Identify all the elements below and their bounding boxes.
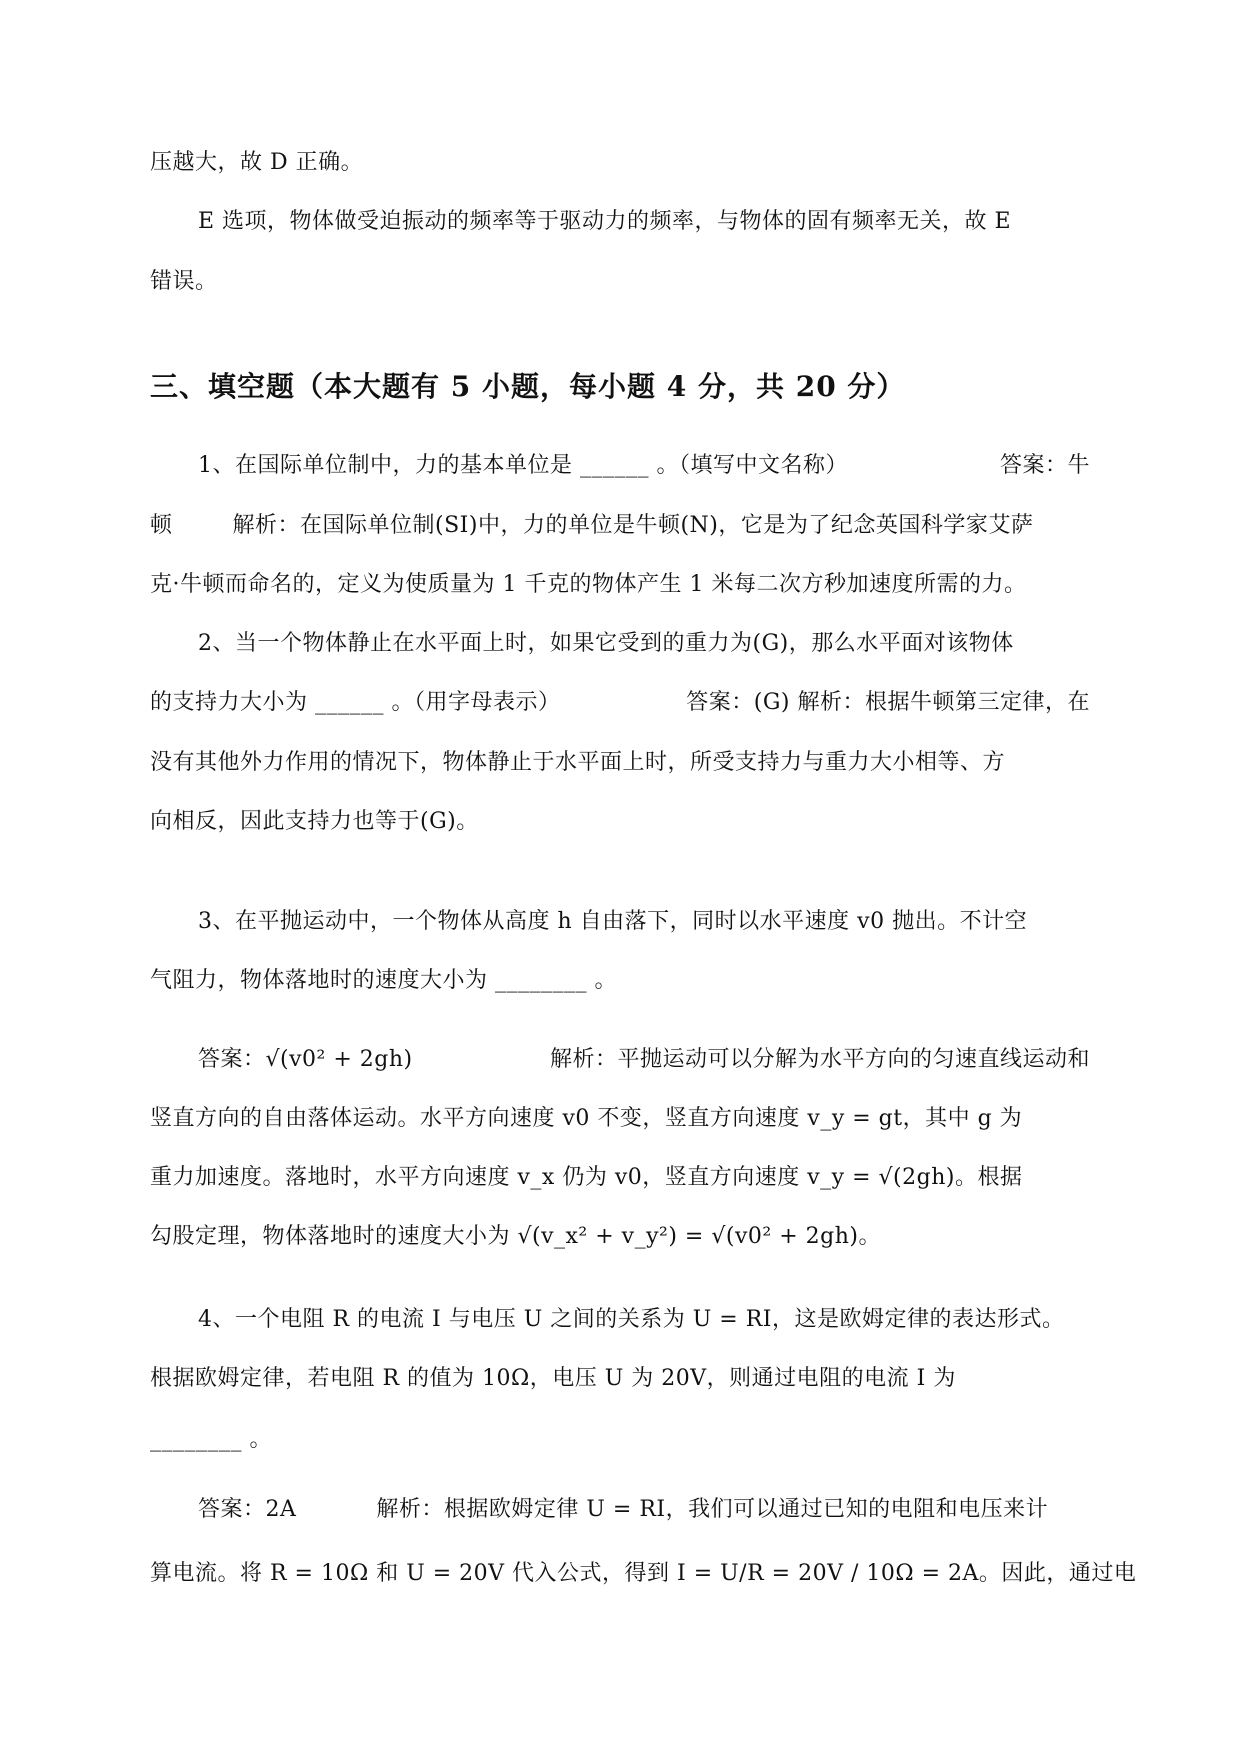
question-3-line-4: 竖直方向的自由落体运动。水平方向速度 v0 不变，竖直方向速度 v_y = gt，其中 g 为 xyxy=(150,1106,1023,1131)
question-3-line-1: 3、在平抛运动中，一个物体从高度 h 自由落下，同时以水平速度 v0 抛出。不计空 xyxy=(198,909,1028,934)
question-4-line-1: 4、一个电阻 R 的电流 I 与电压 U 之间的关系为 U = RI，这是欧姆定律的表达形式。 xyxy=(198,1307,1065,1332)
question-2-line-1: 2、当一个物体静止在水平面上时，如果它受到的重力为(G)，那么水平面对该物体 xyxy=(198,631,1014,656)
question-3-line-6: 勾股定理，物体落地时的速度大小为 √(v_x² + v_y²) = √(v0² + 2gh)。 xyxy=(150,1224,881,1249)
section-heading: 三、填空题（本大题有 5 小题，每小题 4 分，共 20 分） xyxy=(150,370,906,403)
answer-label: 答案：2A xyxy=(198,1497,297,1522)
question-1-line-2 xyxy=(150,511,1090,541)
question-2-line-2 xyxy=(150,688,1090,718)
text-line: E 选项，物体做受迫振动的频率等于驱动力的频率，与物体的固有频率无关，故 E xyxy=(198,209,1012,234)
answer-label: 答案：(G) 解析：根据牛顿第三定律，在 xyxy=(686,690,1090,715)
question-4-line-4 xyxy=(198,1495,1090,1525)
text-segment: 解析：在国际单位制(SI)中，力的单位是牛顿(N)，它是为了纪念英国科学家艾萨 xyxy=(232,513,1034,538)
text-segment: 1、在国际单位制中，力的基本单位是 ______ 。（填写中文名称） xyxy=(198,453,848,478)
text-segment: 解析：平抛运动可以分解为水平方向的匀速直线运动和 xyxy=(549,1047,1090,1072)
question-1-line-3: 克·牛顿而命名的，定义为使质量为 1 千克的物体产生 1 米每二次方秒加速度所需的力。 xyxy=(150,572,1027,597)
question-3-line-2: 气阻力，物体落地时的速度大小为 ________ 。 xyxy=(150,968,617,993)
text-segment: 的支持力大小为 ______ 。（用字母表示） xyxy=(150,690,561,715)
text-segment: 解析：根据欧姆定律 U = RI，我们可以通过已知的电阻和电压来计 xyxy=(376,1497,1049,1522)
question-1-line-1 xyxy=(198,451,1090,481)
question-3-line-5: 重力加速度。落地时，水平方向速度 v_x 仍为 v0，竖直方向速度 v_y = √(2gh)。根据 xyxy=(150,1165,1023,1190)
question-3-line-3 xyxy=(198,1045,1090,1075)
answer-label: 答案：√(v0² + 2gh) xyxy=(198,1047,413,1072)
answer-label: 答案：牛 xyxy=(999,453,1090,478)
question-2-line-4: 向相反，因此支持力也等于(G)。 xyxy=(150,809,479,834)
text-line: 错误。 xyxy=(150,269,218,294)
text-line: 压越大，故 D 正确。 xyxy=(150,150,364,175)
question-4-line-3: ________ 。 xyxy=(150,1427,272,1452)
question-2-line-3: 没有其他外力作用的情况下，物体静止于水平面上时，所受支持力与重力大小相等、方 xyxy=(150,750,1006,775)
text-segment: 顿 xyxy=(150,513,173,538)
question-4-line-2: 根据欧姆定律，若电阻 R 的值为 10Ω，电压 U 为 20V，则通过电阻的电流 I 为 xyxy=(150,1366,956,1391)
question-4-line-5: 算电流。将 R = 10Ω 和 U = 20V 代入公式，得到 I = U/R = 20V / 10Ω = 2A。因此，通过电 xyxy=(150,1561,1137,1586)
